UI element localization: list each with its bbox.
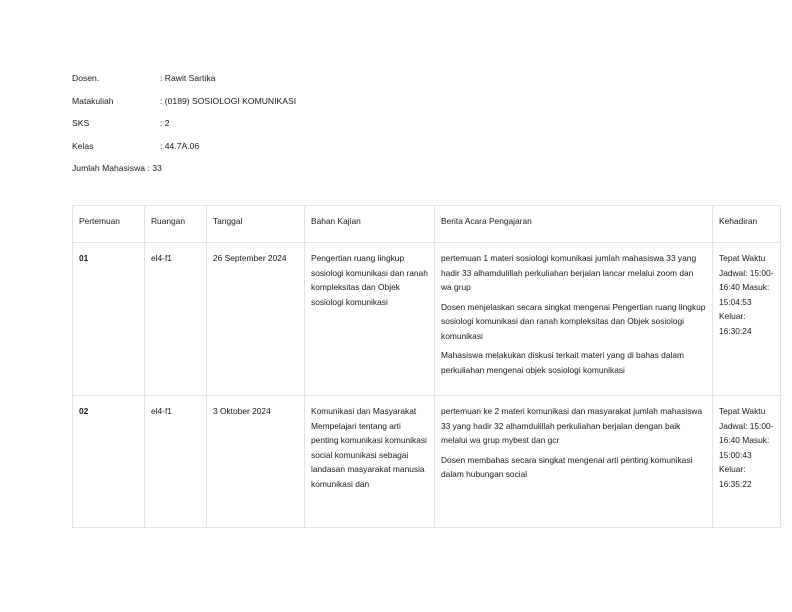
cell-berita-acara: [435, 396, 713, 528]
header-pertemuan: Pertemuan: [73, 206, 145, 243]
kelas-value: : 44.7A.06: [160, 140, 200, 151]
header-tanggal: Tanggal: [207, 206, 305, 243]
berita-paragraph: Mahasiswa melakukan diskusi terkait materi yang di bahas dalam perkuliahan mengenai objek sosiologi komunikasi: [441, 350, 684, 375]
cell-ruangan: el4-f1: [145, 396, 207, 528]
table-row: [73, 243, 781, 396]
cell-pertemuan: 01: [73, 243, 145, 396]
cell-kehadiran: Tepat Waktu Jadwal: 15:00-16:40 Masuk: 15:00:43 Keluar: 16:35:22: [713, 396, 781, 528]
berita-paragraph: Dosen membahas secara singkat mengenai arti penting komunikasi dalam hubungan social: [441, 454, 693, 479]
cell-berita-acara: [435, 243, 713, 396]
matakuliah-label: Matakuliah: [72, 95, 114, 106]
cell-ruangan: el4-f1: [145, 243, 207, 396]
cell-bahan-kajian: Komunikasi dan Masyarakat Mempelajari tentang arti penting komunikasi komunikasi social komunikasi sebagai landasan masyarakat manusia komunikasi dan: [305, 396, 435, 528]
cell-tanggal: 3 Oktober 2024: [207, 396, 305, 528]
sks-label: SKS: [72, 118, 90, 128]
berita-paragraph: Dosen menjelaskan secara singkat mengenai Pengertian ruang lingkup sosiologi komunikasi dan ranah kompleksitas dan Objek sosiologi komunikasi: [441, 301, 706, 341]
table-header-row: [73, 206, 781, 243]
header-berita-acara: Berita Acara Pengajaran: [435, 206, 713, 243]
sks-value: : 2: [160, 118, 170, 128]
matakuliah-value: : (0189) SOSIOLOGI KOMUNIKASI: [160, 95, 297, 106]
cell-tanggal: 26 September 2024: [207, 243, 305, 396]
cell-kehadiran: Tepat Waktu Jadwal: 15:00-16:40 Masuk: 15:04:53 Keluar: 16:30:24: [713, 243, 781, 396]
table-row: [73, 396, 781, 528]
dosen-value: : Rawit Sartika: [160, 73, 216, 83]
jumlah-mahasiswa-text: Jumlah Mahasiswa : 33: [72, 163, 162, 173]
cell-bahan-kajian: Pengertian ruang lingkup sosiologi komunikasi dan ranah kompleksitas dan Objek sosiologi komunikasi: [305, 243, 435, 396]
cell-pertemuan: 02: [73, 396, 145, 528]
header-kehadiran: Kehadiran: [713, 206, 781, 243]
berita-paragraph: pertemuan ke 2 materi komunikasi dan masyarakat jumlah mahasiswa 33 yang hadir 32 alhamdulillah perkuliahan berjalan dengan baik melalui wa grup mybest dan gcr: [441, 406, 703, 445]
header-ruangan: Ruangan: [145, 206, 207, 243]
dosen-label: Dosen.: [72, 73, 100, 83]
kelas-label: Kelas: [72, 140, 94, 151]
attendance-table: [72, 205, 781, 528]
berita-paragraph: pertemuan 1 materi sosiologi komunikasi jumlah mahasiswa 33 yang hadir 33 alhamdulillah perkuliahan berjalan lancar melalui zoom dan wa grup: [441, 253, 697, 292]
header-bahan-kajian: Bahan Kajian: [305, 206, 435, 243]
